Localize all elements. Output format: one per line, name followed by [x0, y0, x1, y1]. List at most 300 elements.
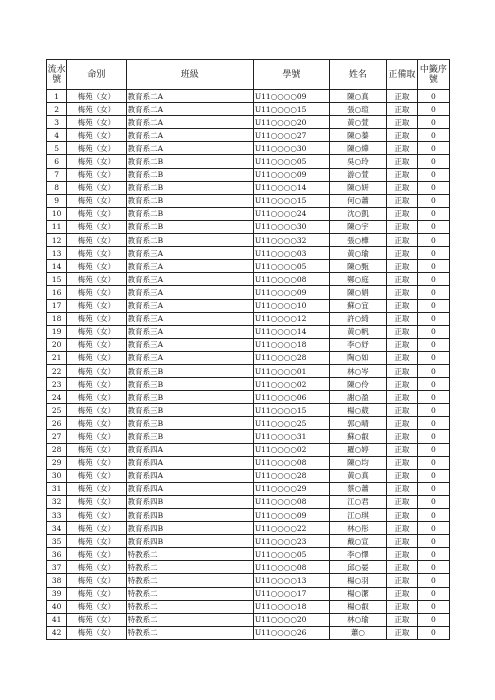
- lottery-order-cell: 0: [417, 299, 449, 312]
- admission-status-cell: 正取: [386, 273, 417, 286]
- student-id-cell: U11○○○○30: [253, 220, 329, 233]
- name-cell: 陳○蓁: [329, 129, 386, 142]
- name-cell: 游○萱: [329, 168, 386, 181]
- name-cell: 陳○宇: [329, 220, 386, 233]
- lottery-order-cell: 0: [417, 509, 449, 522]
- name-cell: 蔡○蕭: [329, 482, 386, 495]
- student-id-cell: U11○○○○30: [253, 142, 329, 155]
- lottery-order-cell: 0: [417, 194, 449, 207]
- name-cell: 蘇○叡: [329, 430, 386, 443]
- serial-number-cell: 8: [47, 181, 67, 194]
- gender-cell: 梅苑（女）: [67, 600, 126, 613]
- table-row: [47, 574, 450, 587]
- gender-cell: 梅苑（女）: [67, 469, 126, 482]
- student-id-cell: U11○○○○08: [253, 561, 329, 574]
- student-id-cell: U11○○○○24: [253, 207, 329, 220]
- name-cell: 戴○宣: [329, 535, 386, 548]
- gender-cell: 梅苑（女）: [67, 181, 126, 194]
- student-id-cell: U11○○○○28: [253, 351, 329, 364]
- lottery-order-cell: 0: [417, 103, 449, 116]
- admission-status-cell: 正取: [386, 116, 417, 129]
- name-cell: 陳○娟: [329, 286, 386, 299]
- serial-number-cell: 38: [47, 574, 67, 587]
- student-id-cell: U11○○○○05: [253, 260, 329, 273]
- lottery-order-cell: 0: [417, 220, 449, 233]
- student-id-cell: U11○○○○12: [253, 312, 329, 325]
- serial-number-cell: 41: [47, 613, 67, 626]
- name-cell: 陳○均: [329, 456, 386, 469]
- serial-number-cell: 6: [47, 155, 67, 168]
- gender-cell: 梅苑（女）: [67, 391, 126, 404]
- admission-status-cell: 正取: [386, 90, 417, 103]
- table-body: [47, 90, 450, 640]
- serial-number-cell: 17: [47, 299, 67, 312]
- student-id-cell: U11○○○○08: [253, 495, 329, 508]
- table-row: [47, 495, 450, 508]
- gender-cell: 梅苑（女）: [67, 495, 126, 508]
- serial-number-cell: 11: [47, 220, 67, 233]
- gender-cell: 梅苑（女）: [67, 456, 126, 469]
- lottery-order-cell: 0: [417, 495, 449, 508]
- admission-status-cell: 正取: [386, 404, 417, 417]
- name-cell: 李○妤: [329, 338, 386, 351]
- gender-cell: 梅苑（女）: [67, 574, 126, 587]
- serial-number-cell: 27: [47, 430, 67, 443]
- lottery-order-cell: 0: [417, 325, 449, 338]
- class-cell: 特教系二: [126, 626, 253, 639]
- admission-status-cell: 正取: [386, 574, 417, 587]
- student-id-cell: U11○○○○14: [253, 325, 329, 338]
- table-row: [47, 522, 450, 535]
- admission-status-cell: 正取: [386, 312, 417, 325]
- table-row: [47, 404, 450, 417]
- class-cell: 教育系三A: [126, 273, 253, 286]
- table-row: [47, 351, 450, 364]
- admission-status-cell: 正取: [386, 443, 417, 456]
- serial-number-cell: 4: [47, 129, 67, 142]
- lottery-order-cell: 0: [417, 522, 449, 535]
- table-row: [47, 181, 450, 194]
- student-id-cell: U11○○○○20: [253, 613, 329, 626]
- serial-number-cell: 34: [47, 522, 67, 535]
- table-row: [47, 391, 450, 404]
- serial-number-cell: 25: [47, 404, 67, 417]
- student-id-cell: U11○○○○09: [253, 509, 329, 522]
- class-cell: 教育系四A: [126, 456, 253, 469]
- name-cell: 黃○瑜: [329, 247, 386, 260]
- name-cell: 張○樺: [329, 234, 386, 247]
- name-cell: 陳○真: [329, 90, 386, 103]
- class-cell: 教育系三B: [126, 378, 253, 391]
- lottery-order-cell: 0: [417, 286, 449, 299]
- class-cell: 教育系三B: [126, 364, 253, 377]
- lottery-order-cell: 0: [417, 626, 449, 639]
- table-row: [47, 220, 450, 233]
- name-cell: 楊○葳: [329, 404, 386, 417]
- gender-cell: 梅苑（女）: [67, 247, 126, 260]
- table-row: [47, 299, 450, 312]
- class-cell: 特教系二: [126, 587, 253, 600]
- gender-cell: 梅苑（女）: [67, 207, 126, 220]
- table-row: [47, 207, 450, 220]
- name-cell: 楊○叡: [329, 600, 386, 613]
- gender-cell: 梅苑（女）: [67, 234, 126, 247]
- admission-status-cell: 正取: [386, 561, 417, 574]
- serial-number-cell: 19: [47, 325, 67, 338]
- student-id-cell: U11○○○○28: [253, 469, 329, 482]
- student-id-cell: U11○○○○18: [253, 600, 329, 613]
- table-row: [47, 325, 450, 338]
- student-id-cell: U11○○○○27: [253, 129, 329, 142]
- student-id-cell: U11○○○○08: [253, 456, 329, 469]
- table-row: [47, 155, 450, 168]
- class-cell: 教育系三A: [126, 299, 253, 312]
- name-cell: 楊○羽: [329, 574, 386, 587]
- lottery-order-cell: 0: [417, 260, 449, 273]
- admission-status-cell: 正取: [386, 495, 417, 508]
- admission-status-cell: 正取: [386, 103, 417, 116]
- admission-status-cell: 正取: [386, 234, 417, 247]
- student-id-cell: U11○○○○22: [253, 522, 329, 535]
- lottery-order-cell: 0: [417, 404, 449, 417]
- gender-cell: 梅苑（女）: [67, 482, 126, 495]
- admission-status-cell: 正取: [386, 260, 417, 273]
- admission-status-cell: 正取: [386, 522, 417, 535]
- table-row: [47, 378, 450, 391]
- admission-status-cell: 正取: [386, 378, 417, 391]
- class-cell: 教育系四B: [126, 535, 253, 548]
- name-cell: 陶○如: [329, 351, 386, 364]
- name-cell: 林○彤: [329, 522, 386, 535]
- lottery-order-cell: 0: [417, 535, 449, 548]
- class-cell: 教育系二B: [126, 234, 253, 247]
- class-cell: 教育系四B: [126, 495, 253, 508]
- lottery-order-cell: 0: [417, 168, 449, 181]
- student-id-cell: U11○○○○29: [253, 482, 329, 495]
- gender-cell: 梅苑（女）: [67, 312, 126, 325]
- name-cell: 謝○盈: [329, 391, 386, 404]
- header-lottery-order: 中籤序號: [417, 60, 449, 90]
- table-row: [47, 194, 450, 207]
- student-id-cell: U11○○○○08: [253, 273, 329, 286]
- admission-status-cell: 正取: [386, 155, 417, 168]
- class-cell: 特教系二: [126, 600, 253, 613]
- lottery-order-cell: 0: [417, 417, 449, 430]
- header-name: 姓名: [329, 60, 386, 90]
- name-cell: 楊○潔: [329, 587, 386, 600]
- student-id-cell: U11○○○○09: [253, 168, 329, 181]
- class-cell: 教育系四A: [126, 443, 253, 456]
- name-cell: 蘇○宜: [329, 299, 386, 312]
- admission-status-cell: 正取: [386, 587, 417, 600]
- name-cell: 陳○伶: [329, 378, 386, 391]
- admission-status-cell: 正取: [386, 391, 417, 404]
- class-cell: 教育系三A: [126, 325, 253, 338]
- serial-number-cell: 2: [47, 103, 67, 116]
- serial-number-cell: 40: [47, 600, 67, 613]
- table-row: [47, 535, 450, 548]
- table-row: [47, 469, 450, 482]
- student-id-cell: U11○○○○15: [253, 404, 329, 417]
- admission-status-cell: 正取: [386, 509, 417, 522]
- admission-status-cell: 正取: [386, 469, 417, 482]
- student-id-cell: U11○○○○15: [253, 194, 329, 207]
- gender-cell: 梅苑（女）: [67, 338, 126, 351]
- name-cell: 何○蕭: [329, 194, 386, 207]
- admission-status-cell: 正取: [386, 351, 417, 364]
- class-cell: 教育系三A: [126, 247, 253, 260]
- class-cell: 教育系二A: [126, 142, 253, 155]
- table-row: [47, 129, 450, 142]
- gender-cell: 梅苑（女）: [67, 443, 126, 456]
- gender-cell: 梅苑（女）: [67, 129, 126, 142]
- serial-number-cell: 5: [47, 142, 67, 155]
- class-cell: 教育系二A: [126, 103, 253, 116]
- table-row: [47, 443, 450, 456]
- student-id-cell: U11○○○○13: [253, 574, 329, 587]
- class-cell: 教育系二A: [126, 90, 253, 103]
- serial-number-cell: 39: [47, 587, 67, 600]
- name-cell: 黃○萱: [329, 116, 386, 129]
- table-row: [47, 168, 450, 181]
- serial-number-cell: 23: [47, 378, 67, 391]
- header-class: 班級: [126, 60, 253, 90]
- lottery-order-cell: 0: [417, 181, 449, 194]
- gender-cell: 梅苑（女）: [67, 142, 126, 155]
- class-cell: 教育系四B: [126, 509, 253, 522]
- table-row: [47, 260, 450, 273]
- student-id-cell: U11○○○○05: [253, 155, 329, 168]
- admission-status-cell: 正取: [386, 325, 417, 338]
- name-cell: 林○瑜: [329, 613, 386, 626]
- lottery-order-cell: 0: [417, 364, 449, 377]
- admission-status-cell: 正取: [386, 142, 417, 155]
- class-cell: 教育系二A: [126, 129, 253, 142]
- student-id-cell: U11○○○○02: [253, 378, 329, 391]
- serial-number-cell: 22: [47, 364, 67, 377]
- gender-cell: 梅苑（女）: [67, 220, 126, 233]
- serial-number-cell: 9: [47, 194, 67, 207]
- class-cell: 教育系四A: [126, 482, 253, 495]
- lottery-order-cell: 0: [417, 378, 449, 391]
- class-cell: 教育系二A: [126, 116, 253, 129]
- table-row: [47, 430, 450, 443]
- admission-status-cell: 正取: [386, 247, 417, 260]
- lottery-order-cell: 0: [417, 207, 449, 220]
- student-id-cell: U11○○○○05: [253, 548, 329, 561]
- lottery-order-cell: 0: [417, 430, 449, 443]
- lottery-order-cell: 0: [417, 574, 449, 587]
- class-cell: 教育系二B: [126, 194, 253, 207]
- table-row: [47, 312, 450, 325]
- class-cell: 特教系二: [126, 613, 253, 626]
- lottery-order-cell: 0: [417, 391, 449, 404]
- lottery-order-cell: 0: [417, 561, 449, 574]
- class-cell: 教育系二B: [126, 155, 253, 168]
- lottery-order-cell: 0: [417, 600, 449, 613]
- table-row: [47, 338, 450, 351]
- gender-cell: 梅苑（女）: [67, 587, 126, 600]
- lottery-order-cell: 0: [417, 469, 449, 482]
- lottery-order-cell: 0: [417, 142, 449, 155]
- lottery-order-cell: 0: [417, 351, 449, 364]
- class-cell: 教育系四A: [126, 469, 253, 482]
- class-cell: 教育系二B: [126, 181, 253, 194]
- student-id-cell: U11○○○○23: [253, 535, 329, 548]
- student-id-cell: U11○○○○18: [253, 338, 329, 351]
- name-cell: 蕭○: [329, 626, 386, 639]
- serial-number-cell: 35: [47, 535, 67, 548]
- name-cell: 陳○甄: [329, 260, 386, 273]
- table-row: [47, 116, 450, 129]
- serial-number-cell: 14: [47, 260, 67, 273]
- student-id-cell: U11○○○○25: [253, 417, 329, 430]
- admission-status-cell: 正取: [386, 181, 417, 194]
- name-cell: 張○瑄: [329, 103, 386, 116]
- gender-cell: 梅苑（女）: [67, 378, 126, 391]
- name-cell: 許○綺: [329, 312, 386, 325]
- student-id-cell: U11○○○○20: [253, 116, 329, 129]
- name-cell: 吳○玲: [329, 155, 386, 168]
- name-cell: 黃○帆: [329, 325, 386, 338]
- table-row: [47, 142, 450, 155]
- name-cell: 郭○晴: [329, 417, 386, 430]
- admission-status-cell: 正取: [386, 482, 417, 495]
- name-cell: 江○琪: [329, 509, 386, 522]
- lottery-order-cell: 0: [417, 155, 449, 168]
- serial-number-cell: 20: [47, 338, 67, 351]
- student-id-cell: U11○○○○06: [253, 391, 329, 404]
- name-cell: 江○君: [329, 495, 386, 508]
- table-row: [47, 247, 450, 260]
- table-row: [47, 587, 450, 600]
- gender-cell: 梅苑（女）: [67, 561, 126, 574]
- student-id-cell: U11○○○○09: [253, 286, 329, 299]
- serial-number-cell: 10: [47, 207, 67, 220]
- header-serial-number: 流水號: [47, 60, 67, 90]
- serial-number-cell: 16: [47, 286, 67, 299]
- admission-status-cell: 正取: [386, 535, 417, 548]
- lottery-order-cell: 0: [417, 234, 449, 247]
- admission-status-cell: 正取: [386, 417, 417, 430]
- serial-number-cell: 12: [47, 234, 67, 247]
- admission-status-cell: 正取: [386, 207, 417, 220]
- serial-number-cell: 28: [47, 443, 67, 456]
- serial-number-cell: 3: [47, 116, 67, 129]
- class-cell: 教育系三A: [126, 260, 253, 273]
- class-cell: 教育系三B: [126, 417, 253, 430]
- serial-number-cell: 24: [47, 391, 67, 404]
- gender-cell: 梅苑（女）: [67, 273, 126, 286]
- admission-status-cell: 正取: [386, 548, 417, 561]
- serial-number-cell: 33: [47, 509, 67, 522]
- class-cell: 教育系三A: [126, 312, 253, 325]
- serial-number-cell: 36: [47, 548, 67, 561]
- class-cell: 教育系二B: [126, 220, 253, 233]
- name-cell: 鄭○庭: [329, 273, 386, 286]
- gender-cell: 梅苑（女）: [67, 194, 126, 207]
- student-id-cell: U11○○○○14: [253, 181, 329, 194]
- student-id-cell: U11○○○○10: [253, 299, 329, 312]
- lottery-order-cell: 0: [417, 613, 449, 626]
- gender-cell: 梅苑（女）: [67, 299, 126, 312]
- table-row: [47, 234, 450, 247]
- gender-cell: 梅苑（女）: [67, 509, 126, 522]
- gender-cell: 梅苑（女）: [67, 613, 126, 626]
- table-row: [47, 286, 450, 299]
- student-id-cell: U11○○○○02: [253, 443, 329, 456]
- gender-cell: 梅苑（女）: [67, 155, 126, 168]
- table-row: [47, 417, 450, 430]
- table-row: [47, 103, 450, 116]
- gender-cell: 梅苑（女）: [67, 286, 126, 299]
- name-cell: 羅○婷: [329, 443, 386, 456]
- table-row: [47, 364, 450, 377]
- serial-number-cell: 42: [47, 626, 67, 639]
- serial-number-cell: 1: [47, 90, 67, 103]
- gender-cell: 梅苑（女）: [67, 325, 126, 338]
- admission-status-cell: 正取: [386, 299, 417, 312]
- gender-cell: 梅苑（女）: [67, 168, 126, 181]
- serial-number-cell: 29: [47, 456, 67, 469]
- student-id-cell: U11○○○○32: [253, 234, 329, 247]
- serial-number-cell: 32: [47, 495, 67, 508]
- gender-cell: 梅苑（女）: [67, 364, 126, 377]
- table-row: [47, 509, 450, 522]
- name-cell: 林○岑: [329, 364, 386, 377]
- gender-cell: 梅苑（女）: [67, 626, 126, 639]
- gender-cell: 梅苑（女）: [67, 90, 126, 103]
- admission-status-cell: 正取: [386, 626, 417, 639]
- class-cell: 教育系三A: [126, 351, 253, 364]
- lottery-order-cell: 0: [417, 338, 449, 351]
- lottery-order-cell: 0: [417, 456, 449, 469]
- class-cell: 教育系三B: [126, 391, 253, 404]
- admission-status-cell: 正取: [386, 338, 417, 351]
- table-row: [47, 273, 450, 286]
- name-cell: 陳○妍: [329, 181, 386, 194]
- table-row: [47, 561, 450, 574]
- header-gender: 命別: [67, 60, 126, 90]
- serial-number-cell: 31: [47, 482, 67, 495]
- table-row: [47, 613, 450, 626]
- serial-number-cell: 7: [47, 168, 67, 181]
- serial-number-cell: 13: [47, 247, 67, 260]
- class-cell: 特教系二: [126, 548, 253, 561]
- admission-status-cell: 正取: [386, 364, 417, 377]
- class-cell: 教育系四B: [126, 522, 253, 535]
- lottery-order-cell: 0: [417, 482, 449, 495]
- name-cell: 邱○晏: [329, 561, 386, 574]
- lottery-order-cell: 0: [417, 312, 449, 325]
- lottery-order-cell: 0: [417, 587, 449, 600]
- student-id-cell: U11○○○○31: [253, 430, 329, 443]
- lottery-order-cell: 0: [417, 443, 449, 456]
- table-row: [47, 600, 450, 613]
- table-header: [47, 60, 450, 90]
- table-row: [47, 90, 450, 103]
- lottery-order-cell: 0: [417, 116, 449, 129]
- student-id-cell: U11○○○○01: [253, 364, 329, 377]
- gender-cell: 梅苑（女）: [67, 351, 126, 364]
- admission-status-cell: 正取: [386, 430, 417, 443]
- name-cell: 沈○凱: [329, 207, 386, 220]
- admission-status-cell: 正取: [386, 168, 417, 181]
- lottery-order-cell: 0: [417, 90, 449, 103]
- class-cell: 教育系三A: [126, 338, 253, 351]
- lottery-order-cell: 0: [417, 548, 449, 561]
- serial-number-cell: 15: [47, 273, 67, 286]
